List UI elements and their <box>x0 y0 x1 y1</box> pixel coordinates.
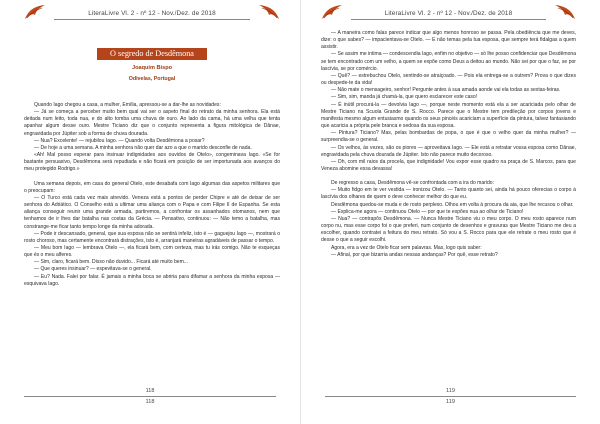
paragraph: — De hoje a uma semana. A minha senhora não quer dar azo a que o marido desconfie de nada. <box>34 144 252 151</box>
header-text: LiteraLivre Vl. 2 - nº 12 - Nov./Dez. de 2018 <box>384 10 513 17</box>
paragraph: — Afinal, por que bizarria andas nessas andanças? Por quê, esse retrato? <box>331 251 498 258</box>
header-text: LiteraLivre Vl. 2 - nº 12 - Nov./Dez. de 2018 <box>88 10 216 17</box>
paragraph: — Se assim me intima — condescendia Iago, enfim no objetivo — só lhe posso confidenciar que Desdêmona se tem encontrado com um velho, a quem se expõe como Deus a deitou ao mundo. Não sei por que o faz, se por lascívia, se por comércio. <box>321 51 576 72</box>
header-rule <box>351 19 546 20</box>
paragraph: — Meu bom Iago — lembrava Otelo —, ela ficará bem, com certeza, mas tu irás comigo. Não te esqueças que és o meu alferes. <box>24 244 280 259</box>
paragraph: Uma semana depois, em casa do general Otelo, este desabafa com Iago algumas das aspetos militares que o preocupam: <box>24 180 280 194</box>
paragraph: Desdêmona quedou-se muda e de rosto perplexo. Olhou em volta à procura da aia, que lhe recusou o olhar. <box>331 201 574 208</box>
paragraph: — É inútil procurá-la — devolvia Iago —, porque neste momento está ela a ser acariciada pelo olhar de Mestre Ticiano na Scuola Grande de S. Rocco. Parece que o Mestre tem predileção por corpos jovens e manifesta mesmo algum entusiasmo quando os seus pincéis acariciam a superfície da pintura, talvez fantasiando que acaricia a própria pele branca e sedosa da sua esposa. <box>321 101 576 130</box>
author-location: Odivelas, Portugal <box>128 76 176 82</box>
paragraph: — A maneira como falas parece indicar que algo menos honroso se passa. Pela obediência que me deves, dize: o que sabes? — impacientava-se Otelo. — E não temas pela tua esposa, que sempre terá fidalgas a quem assistir. <box>321 30 576 51</box>
author-name: Joaquim Bispo <box>131 65 173 71</box>
body-text <box>321 30 576 259</box>
paragraph: — Sim, sim, manda já chamá-la, que quero esclarecer este caso! <box>331 94 478 101</box>
body-text <box>24 102 280 288</box>
page-header <box>24 0 280 26</box>
page-number: 118 <box>145 388 155 394</box>
page-number: 119 <box>446 388 455 394</box>
paragraph: — Que queres insinuar? — espevitava-se o general. <box>34 266 152 273</box>
right-page <box>300 0 600 424</box>
paragraph: — Não mate o mensageiro, senhor! Pergunte antes à sua amada aonde vai ela todas as sextas-feiras. <box>331 87 561 94</box>
story-title: O segredo de Desdêmona <box>97 48 207 60</box>
footer-number: 119 <box>446 399 455 405</box>
paragraph: — Já se começa a perceber muito bem qual vai ser o aspeto final do retrato da minha senhora. Ela está deitada num leito, toda nua, e do alto tomba uma chuva de ouro. Ao lado da cama, há uma velha que tenta apanhar algum desse ouro. Mestre Ticiano diz que o conjunto representa a figura mitológica de Dânae, engravidada por Júpiter sob a forma de chuva dourada. <box>24 109 280 137</box>
paragraph: — Oh, com mil raios da procela, que indignidade! Vou expor esse quadro na praça de S. Marcos, para que Veneza abomine essa devassa! <box>321 158 576 172</box>
wing-ornament-icon <box>554 3 576 21</box>
paragraph: Agora, era a vez de Otelo ficar sem palavras. Mas, logo quis saber: <box>331 244 482 251</box>
paragraph: — Eu? Nada. Falei por falar. É jamais a minha boca se abriria para difamar a senhora da minha esposa — esquivava Iago. <box>24 273 280 287</box>
paragraph: — Pintura? Ticiano? Mas, pelas bombardas de popa, o que é que o velho quer da minha mulher? — surpreendia-se o general. <box>321 130 576 144</box>
paragraph: — O Turco está cada vez mais atrevido. Veneza está a pontos de perder Chipre e até de deixar de ser senhora do Adriático. O Conselho está a ultimar uma aliança com o Papa e com Filipe II de Espanha. Se esta aliança conseguir reunir uma grande armada, partiremos, a confrontar os assanhados otomanos, nem que tenhamos de ir lhes dar batalha nas costas da Grécia. — Pensativo, continuou: — Não temo a batalha, mas constrange-me ficar tanto tempo longe da minha adorada. <box>24 194 280 230</box>
paragraph: — Os velhos, às vezes, são os piores — aproveitava Iago. — Ele está a retratar vossa esposa como Dânae, engravidada pela chuva dourada de Júpiter. Isto não parece muito decoroso. <box>321 144 576 158</box>
page-header <box>321 0 576 26</box>
paragraph: — Pode ir descansado, general, que sua esposa não se sentirá infeliz, isto é — gaguejou Iago —, mostrará o rosto choroso, mas certamente encontrará distrações, isto é, arranjará maneiras agradáveis de passar o tempo. <box>24 230 280 244</box>
footer-rule <box>24 396 276 397</box>
paragraph: — Explica-me agora — continuou Otelo — por que te expões nua ao olhar de Ticiano! <box>331 208 524 215</box>
paragraph: De regresso a casa, Desdêmona vê-se confrontada com a ira do marido: <box>331 180 494 187</box>
header-rule <box>54 19 250 20</box>
paragraph: — Nua? — contrapôs Desdêmona. — Nunca Mestre Ticiano viu o meu corpo. O meu rosto aparece num corpo nu, mas esse corpo foi o que preferi, num conjunto de desenhos e gravuras que Mestre Ticiano me deu a escolher, quando contratei a feitura do meu retrato. Só vou a S. Rocco para que ele retrate o meu rosto que é desse o que a seguir escolhi. <box>321 215 576 244</box>
wing-ornament-icon <box>258 3 280 21</box>
paragraph: Quando Iago chegou a casa, a mulher, Emília, apressou-se a dar-lhe as novidades: <box>34 102 221 108</box>
paragraph: «Ah! Mal posso esperar para insinuar indignidades aos ouvidos de Otelo», congeminava Iago. «Se for bastante persuasivo, Desdêmona será repudiada e não ficará em posição de ser importunada aos avanços do meu protegido Rodrigo.» <box>24 152 280 173</box>
paragraph: — Nua? Excelente! — rejubilou Iago. — Quando volta Desdêmona a posar? <box>34 137 205 144</box>
paragraph: — Quê? — estrebuchou Otelo, sentindo-se atraiçoado. — Pois ela entrega-se a outrem? Prova o que dizes ou despede-te da vida! <box>321 72 576 87</box>
footer-rule <box>325 396 576 397</box>
paragraph: — Muito fidgo em te ver vestida — ironizou Otelo. — Tanto quanto sei, ainda há pouco oferecias o corpo à lascívia dos olhares de quem o deve conhecer melhor do que eu. <box>321 187 576 201</box>
paragraph: — Sim, claro, ficará bem. Disso não duvido... Ficará até muito bem... <box>34 259 188 266</box>
footer-number: 118 <box>145 399 155 405</box>
